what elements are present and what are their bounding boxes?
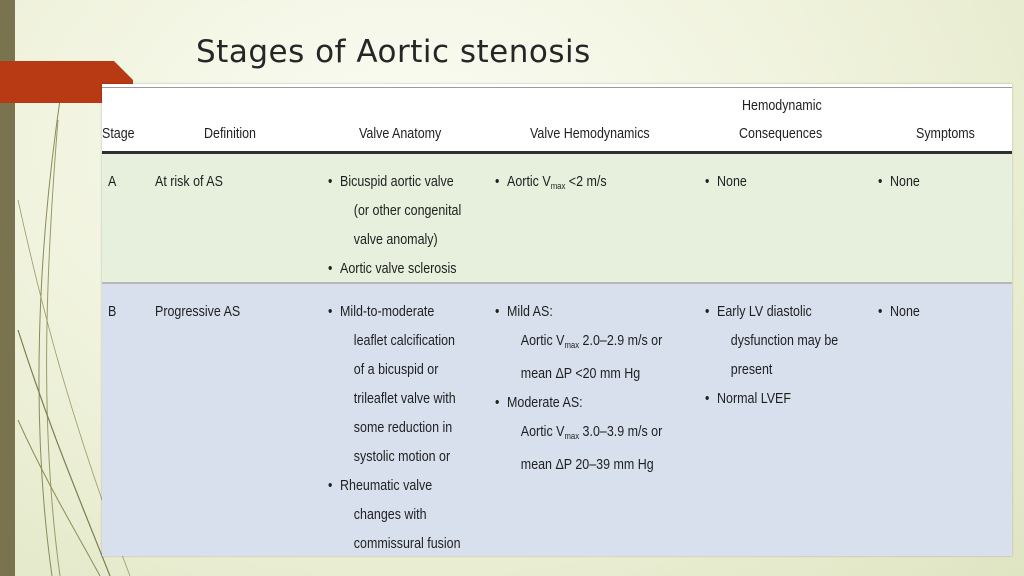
header-anatomy: Valve Anatomy: [359, 126, 442, 142]
row-a-stage: A: [108, 174, 117, 190]
header-consequences-line1: Hemodynamic: [742, 98, 822, 114]
stages-table: [102, 84, 1012, 556]
header-consequences-line2: Consequences: [739, 126, 823, 142]
row-b-stage: B: [108, 304, 117, 320]
row-b-hemodynamics: • Mild AS: Aortic $V_{max}$ 2.0–2.9 m/s or mean ΔP <20 mm Hg • Moderate AS: Aortic $V_{max}$ 3.0–3.9 m/s or mean ΔP 20–39 mm Hg: [495, 304, 663, 473]
header-symptoms: Symptoms: [916, 126, 975, 142]
slide-title: Stages of Aortic stenosis: [196, 34, 591, 70]
header-definition: Definition: [204, 126, 256, 142]
table-top-rule: [102, 87, 1012, 88]
row-b-consequences: • Early LV diastolic dysfunction may be present • Normal LVEF: [705, 304, 839, 407]
row-a-anatomy: • Bicuspid aortic valve (or other congenital valve anomaly) • Aortic valve sclerosis: [328, 174, 462, 277]
header-hemodynamics: Valve Hemodynamics: [530, 126, 650, 142]
row-b-symptoms: • None: [878, 304, 920, 320]
row-b-definition: Progressive AS: [155, 304, 241, 320]
row-a-hemodynamics: • Aortic $V_{max} <2$ m/s: [495, 174, 607, 191]
header-stage: Stage: [102, 126, 135, 142]
row-b-anatomy: • Mild-to-moderate leaflet calcification of a bicuspid or trileaflet valve with some reduction in systolic motion or • Rheumatic valve changes with commissural fusion: [328, 304, 461, 552]
row-a-consequences: • None: [705, 174, 747, 190]
row-a-symptoms: • None: [878, 174, 920, 190]
row-a-definition: At risk of AS: [155, 174, 223, 190]
